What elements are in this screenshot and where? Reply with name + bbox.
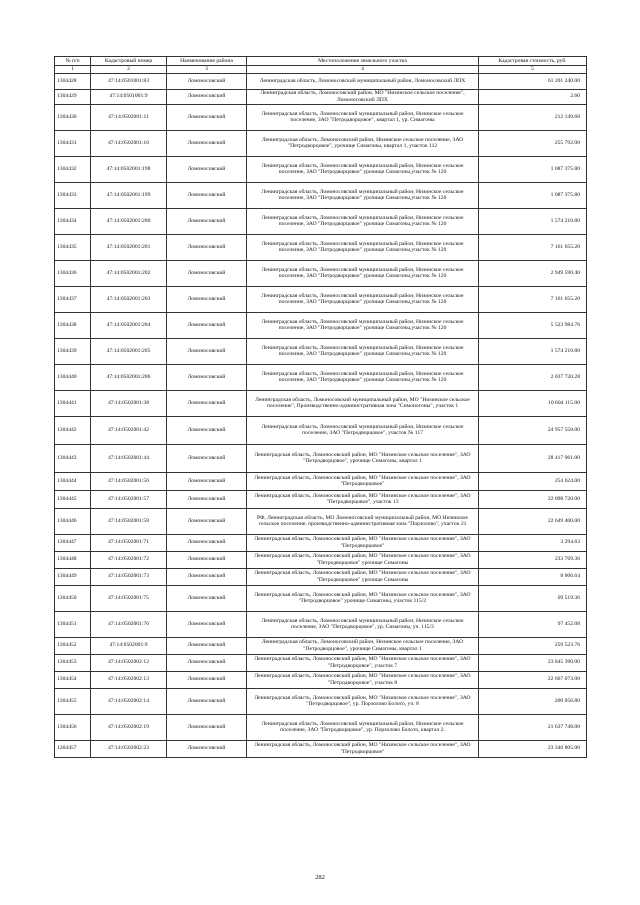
location-cell: Ленинградская область, Ломоносовский муниципальный район, Низинское сельское поселение, ЗАО "Петродворцовое" урочище Симагоны,участок № 120: [247, 364, 479, 390]
row-number-cell: 1304438: [55, 312, 91, 338]
value-cell: 1 087 375.80: [479, 182, 587, 208]
table-row: [55, 585, 587, 611]
table-row: [55, 740, 587, 757]
district-cell: Ломоносовский: [167, 688, 247, 714]
district-cell: Ломоносовский: [167, 508, 247, 534]
cadastral-number-cell: 47:14:0502001:203: [91, 286, 167, 312]
location-cell: Ленинградская область, Ломоносовский район, МО "Низинское сельское поселение", ЗАО "Петродворцовое": [247, 534, 479, 551]
row-number-cell: 1304441: [55, 390, 91, 416]
table-row: [55, 472, 587, 490]
row-number-cell: 1304454: [55, 671, 91, 688]
cadastral-number-cell: 47:14:0502002:12: [91, 654, 167, 671]
value-cell: 69 519.36: [479, 585, 587, 611]
header-row: [55, 57, 587, 66]
table-row: [55, 130, 587, 156]
cadastral-number-cell: 47:14:0502001:204: [91, 312, 167, 338]
cadastral-number-cell: 47:14:0502001:199: [91, 182, 167, 208]
table-body: [55, 73, 587, 757]
location-cell: Ленинградская область, Ломоносовский район, МО "Низинское сельское поселение", ЗАО "Петродворцовое", урочище Симагоны, квартал 1: [247, 444, 479, 472]
cadastral-number-cell: 47:14:0502001:56: [91, 472, 167, 490]
value-cell: 23 845 390.00: [479, 654, 587, 671]
district-cell: Ломоносовский: [167, 312, 247, 338]
value-cell: 1 087 375.80: [479, 156, 587, 182]
location-cell: Ленинградская область, Ломоносовский район, МО "Низинское сельское поселение", ЗАО "Петродворцовое", ур. Порзолово Болото, уч. 8: [247, 688, 479, 714]
cadastral-number-cell: 47:14:0502001:73: [91, 568, 167, 585]
value-cell: 2.60: [479, 89, 587, 104]
value-cell: 254 624.00: [479, 472, 587, 490]
table-row: [55, 508, 587, 534]
row-number-cell: 1304455: [55, 688, 91, 714]
value-cell: 1 574 210.80: [479, 338, 587, 364]
value-cell: 255 792.00: [479, 130, 587, 156]
value-cell: 22 667 073.00: [479, 671, 587, 688]
location-cell: Ленинградская область, Ломоносовский район, Низинское сельское поселение, ЗАО "Петродворцовое", урочище Симагоны, квартал 1: [247, 637, 479, 654]
table-row: [55, 260, 587, 286]
district-cell: Ломоносовский: [167, 585, 247, 611]
value-cell: 2 037 720.28: [479, 364, 587, 390]
location-cell: Ленинградская область, Ломоносовский район, МО "Низинское сельское поселение", ЗАО "Петродворцовое", участок 13: [247, 490, 479, 508]
col-header-cadastral: Кадастровый номер: [91, 57, 167, 66]
row-number-cell: 1304437: [55, 286, 91, 312]
location-cell: Ленинградская область, Ломоносовский район, МО "Низинское сельское поселение", ЗАО "Петродворцовое": [247, 472, 479, 490]
cadastral-number-cell: 47:14:0502001:205: [91, 338, 167, 364]
table-row: [55, 312, 587, 338]
location-cell: Ленинградская область, Ломоносовский район, МО "Низинское сельское поселение", ЗАО "Петродворцовое" урочище Симагоны: [247, 568, 479, 585]
district-cell: Ломоносовский: [167, 551, 247, 568]
location-cell: Ленинградская область, Ломоносовский район, МО "Низинское сельское поселение", ЗАО "Петродворцовое": [247, 740, 479, 757]
table-row: [55, 338, 587, 364]
value-cell: 24 957 558.00: [479, 416, 587, 444]
table-row: [55, 637, 587, 654]
district-cell: Ломоносовский: [167, 714, 247, 740]
table-row: [55, 286, 587, 312]
district-cell: Ломоносовский: [167, 637, 247, 654]
row-number-cell: 1304445: [55, 490, 91, 508]
table-row: [55, 104, 587, 130]
location-cell: Ленинградская область, Ломоносовский муниципальный район, Низинское сельское поселение, ЗАО "Петродворцовое" урочище Симагоны,участок № 120: [247, 208, 479, 234]
table-row: [55, 416, 587, 444]
row-number-cell: 1304442: [55, 416, 91, 444]
location-cell: Ленинградская область, Ломоносовский район, МО "Низинское сельское поселение", ЗАО "Петродворцовое" урочище Симагоны, участок 115/2: [247, 585, 479, 611]
cadastral-number-cell: 47:14:0502001:201: [91, 234, 167, 260]
table-row: [55, 89, 587, 104]
cadastral-number-cell: 47:14:0502001:206: [91, 364, 167, 390]
column-index-row: [55, 66, 587, 74]
location-cell: Ленинградская область, Ломоносовский муниципальный район, Низинское сельское поселение, ЗАО "Петродворцовое" урочище Симагоны,участок № 120: [247, 234, 479, 260]
row-number-cell: 1304436: [55, 260, 91, 286]
table-row: [55, 688, 587, 714]
table-row: [55, 490, 587, 508]
value-cell: 21 637 748.00: [479, 714, 587, 740]
row-number-cell: 1304443: [55, 444, 91, 472]
value-cell: 233 769.36: [479, 551, 587, 568]
table-row: [55, 714, 587, 740]
value-cell: 10 604 115.00: [479, 390, 587, 416]
row-number-cell: 1304430: [55, 104, 91, 130]
cadastral-number-cell: 47:14:0502002:13: [91, 671, 167, 688]
district-cell: Ломоносовский: [167, 182, 247, 208]
col-header-value: Кадастровая стоимость, руб.: [479, 57, 587, 66]
col-index: 5: [479, 66, 587, 74]
value-cell: 5 523 984.76: [479, 312, 587, 338]
cadastral-number-cell: 47:14:0502001:202: [91, 260, 167, 286]
cadastral-number-cell: 47:14:0501001:9: [91, 89, 167, 104]
cadastral-number-cell: 47:14:0502001:57: [91, 490, 167, 508]
district-cell: Ломоносовский: [167, 444, 247, 472]
cadastral-number-cell: 47:14:0502001:72: [91, 551, 167, 568]
row-number-cell: 1304433: [55, 182, 91, 208]
location-cell: Ленинградская область, Ломоносовский район, Низинское сельское поселение, ЗАО "Петродворцовое", урочище Симагоны, квартал 1, участок 112: [247, 130, 479, 156]
location-cell: Ленинградская область, Ломоносовский район, МО "Низинское сельское поселение", ЗАО "Петродворцовое", участок 8: [247, 671, 479, 688]
cadastral-number-cell: 47:14:0502001:42: [91, 416, 167, 444]
district-cell: Ломоносовский: [167, 130, 247, 156]
location-cell: Ленинградская область, Ломоносовский район, МО "Низинское сельское поселение", Ломоносовский ЛПХ: [247, 89, 479, 104]
location-cell: Ленинградская область, Ломоносовский муниципальный район, Низинское сельское поселение, ЗАО "Петродворцовое", участок № 117: [247, 416, 479, 444]
location-cell: Ленинградская область, Ломоносовский муниципальный район, Низинское сельское поселение, ЗАО "Петродворцовое", квартал 1, ур. Симагоны: [247, 104, 479, 130]
table-row: [55, 534, 587, 551]
value-cell: 28 417 961.00: [479, 444, 587, 472]
location-cell: Ленинградская область, Ломоносовский муниципальный район, Ломоносовский ЛПХ: [247, 73, 479, 89]
col-index: 4: [247, 66, 479, 74]
document-page: [54, 56, 586, 758]
cadastral-number-cell: 47:14:0502001:44: [91, 444, 167, 472]
cadastral-number-cell: 47:14:0502001:75: [91, 585, 167, 611]
location-cell: Ленинградская область, Ломоносовский муниципальный район, Низинское сельское поселение, ЗАО "Петродворцовое" урочище Симагоны,участок № 120: [247, 312, 479, 338]
district-cell: Ломоносовский: [167, 611, 247, 637]
table-row: [55, 364, 587, 390]
row-number-cell: 1304435: [55, 234, 91, 260]
district-cell: Ломоносовский: [167, 89, 247, 104]
col-index: 1: [55, 66, 91, 74]
district-cell: Ломоносовский: [167, 286, 247, 312]
district-cell: Ломоносовский: [167, 73, 247, 89]
district-cell: Ломоносовский: [167, 390, 247, 416]
cadastral-number-cell: 47:14:0502002:19: [91, 714, 167, 740]
district-cell: Ломоносовский: [167, 654, 247, 671]
table-row: [55, 234, 587, 260]
cadastral-number-cell: 47:14:0502001:76: [91, 611, 167, 637]
district-cell: Ломоносовский: [167, 416, 247, 444]
value-cell: 2 949 590.40: [479, 260, 587, 286]
district-cell: Ломоносовский: [167, 338, 247, 364]
value-cell: 7 161 655.20: [479, 286, 587, 312]
value-cell: 22 649 400.00: [479, 508, 587, 534]
row-number-cell: 1304453: [55, 654, 91, 671]
location-cell: Ленинградская область, Ломоносовский район, МО "Низинское сельское поселение", ЗАО "Петродворцовое", участок 7: [247, 654, 479, 671]
cadastral-number-cell: 47:14:0502001:200: [91, 208, 167, 234]
row-number-cell: 1304456: [55, 714, 91, 740]
location-cell: Ленинградская область, Ломоносовский муниципальный район, Низинское сельское поселение, ЗАО "Петродворцовое", ур. Симагоны, уч. 115/3: [247, 611, 479, 637]
district-cell: Ломоносовский: [167, 472, 247, 490]
cadastral-number-cell: 47:14:0502001:71: [91, 534, 167, 551]
value-cell: 200 056.80: [479, 688, 587, 714]
cadastral-number-cell: 47:14:0502001:38: [91, 390, 167, 416]
value-cell: 23 340 805.00: [479, 740, 587, 757]
row-number-cell: 1304451: [55, 611, 91, 637]
location-cell: Ленинградская область, Ломоносовский район, МО "Низинское сельское поселение", ЗАО "Петродворцовое" урочище Симагоны: [247, 551, 479, 568]
value-cell: 97 452.08: [479, 611, 587, 637]
table-row: [55, 611, 587, 637]
table-row: [55, 208, 587, 234]
district-cell: Ломоносовский: [167, 490, 247, 508]
value-cell: 1 574 210.80: [479, 208, 587, 234]
table-row: [55, 654, 587, 671]
row-number-cell: 1304432: [55, 156, 91, 182]
cadastral-table: [54, 56, 587, 758]
cadastral-number-cell: 47:14:0502002:23: [91, 740, 167, 757]
col-header-number: № п/п: [55, 57, 91, 66]
cadastral-number-cell: 47:14:0502001:58: [91, 508, 167, 534]
value-cell: 259 523.76: [479, 637, 587, 654]
col-header-location: Местоположение земельного участка: [247, 57, 479, 66]
value-cell: 22 098 720.00: [479, 490, 587, 508]
row-number-cell: 1304431: [55, 130, 91, 156]
location-cell: Ленинградская область, Ломоносовский муниципальный район, Низинское сельское поселение, ЗАО "Петродворцовое" урочище Симагоны,участок № 120: [247, 338, 479, 364]
row-number-cell: 1304450: [55, 585, 91, 611]
location-cell: Ленинградская область, Ломоносовский муниципальный район, МО "Низинское сельское поселение", Производственно-административная зона "Симоногоны", участок 1: [247, 390, 479, 416]
value-cell: 212 149.68: [479, 104, 587, 130]
district-cell: Ломоносовский: [167, 740, 247, 757]
row-number-cell: 1304444: [55, 472, 91, 490]
page-number: 282: [315, 874, 325, 881]
district-cell: Ломоносовский: [167, 364, 247, 390]
cadastral-number-cell: 47:14:0502001:9: [91, 637, 167, 654]
table-row: [55, 182, 587, 208]
district-cell: Ломоносовский: [167, 104, 247, 130]
row-number-cell: 1304446: [55, 508, 91, 534]
row-number-cell: 1304428: [55, 73, 91, 89]
row-number-cell: 1304439: [55, 338, 91, 364]
location-cell: РФ, Ленинградская область, МО Ломоносовский муниципальный район, МО Низинское сельское поселение, производственно-административная зона "Порзолово", участок 21: [247, 508, 479, 534]
location-cell: Ленинградская область, Ломоносовский муниципальный район, Низинское сельское поселение, ЗАО "Петродворцовое" урочище Симагоны,участок № 120: [247, 286, 479, 312]
cadastral-number-cell: 47:14:0502001:16: [91, 130, 167, 156]
cadastral-number-cell: 47:14:0501001:83: [91, 73, 167, 89]
row-number-cell: 1304452: [55, 637, 91, 654]
row-number-cell: 1304440: [55, 364, 91, 390]
table-row: [55, 551, 587, 568]
value-cell: 8 006.64: [479, 568, 587, 585]
district-cell: Ломоносовский: [167, 260, 247, 286]
district-cell: Ломоносовский: [167, 156, 247, 182]
cadastral-number-cell: 47:14:0502001:11: [91, 104, 167, 130]
location-cell: Ленинградская область, Ломоносовский муниципальный район, Низинское сельское поселение, ЗАО "Петродворцовое" урочище Симагоны,участок № 120: [247, 260, 479, 286]
table-row: [55, 390, 587, 416]
table-row: [55, 444, 587, 472]
row-number-cell: 1304434: [55, 208, 91, 234]
cadastral-number-cell: 47:14:0502002:14: [91, 688, 167, 714]
location-cell: Ленинградская область, Ломоносовский муниципальный район, Низинское сельское поселение, ЗАО "Петродворцовое" урочище Симагоны,участок № 120: [247, 182, 479, 208]
district-cell: Ломоносовский: [167, 568, 247, 585]
value-cell: 61 201 240.00: [479, 73, 587, 89]
district-cell: Ломоносовский: [167, 208, 247, 234]
row-number-cell: 1304447: [55, 534, 91, 551]
col-index: 3: [167, 66, 247, 74]
table-row: [55, 671, 587, 688]
table-row: [55, 73, 587, 89]
col-header-district: Наименование района: [167, 57, 247, 66]
table-row: [55, 156, 587, 182]
row-number-cell: 1304449: [55, 568, 91, 585]
row-number-cell: 1304429: [55, 89, 91, 104]
value-cell: 3 294.63: [479, 534, 587, 551]
district-cell: Ломоносовский: [167, 671, 247, 688]
district-cell: Ломоносовский: [167, 534, 247, 551]
district-cell: Ломоносовский: [167, 234, 247, 260]
location-cell: Ленинградская область, Ломоносовский муниципальный район, Низинское сельское поселение, ЗАО "Петродворцовое", ур. Порзолово Болото, квартал 2.: [247, 714, 479, 740]
location-cell: Ленинградская область, Ломоносовский муниципальный район, Низинское сельское поселение, ЗАО "Петродворцовое" урочище Симагоны,участок № 120: [247, 156, 479, 182]
col-index: 2: [91, 66, 167, 74]
value-cell: 7 161 655.20: [479, 234, 587, 260]
row-number-cell: 1304448: [55, 551, 91, 568]
row-number-cell: 1304457: [55, 740, 91, 757]
table-row: [55, 568, 587, 585]
cadastral-number-cell: 47:14:0502001:198: [91, 156, 167, 182]
